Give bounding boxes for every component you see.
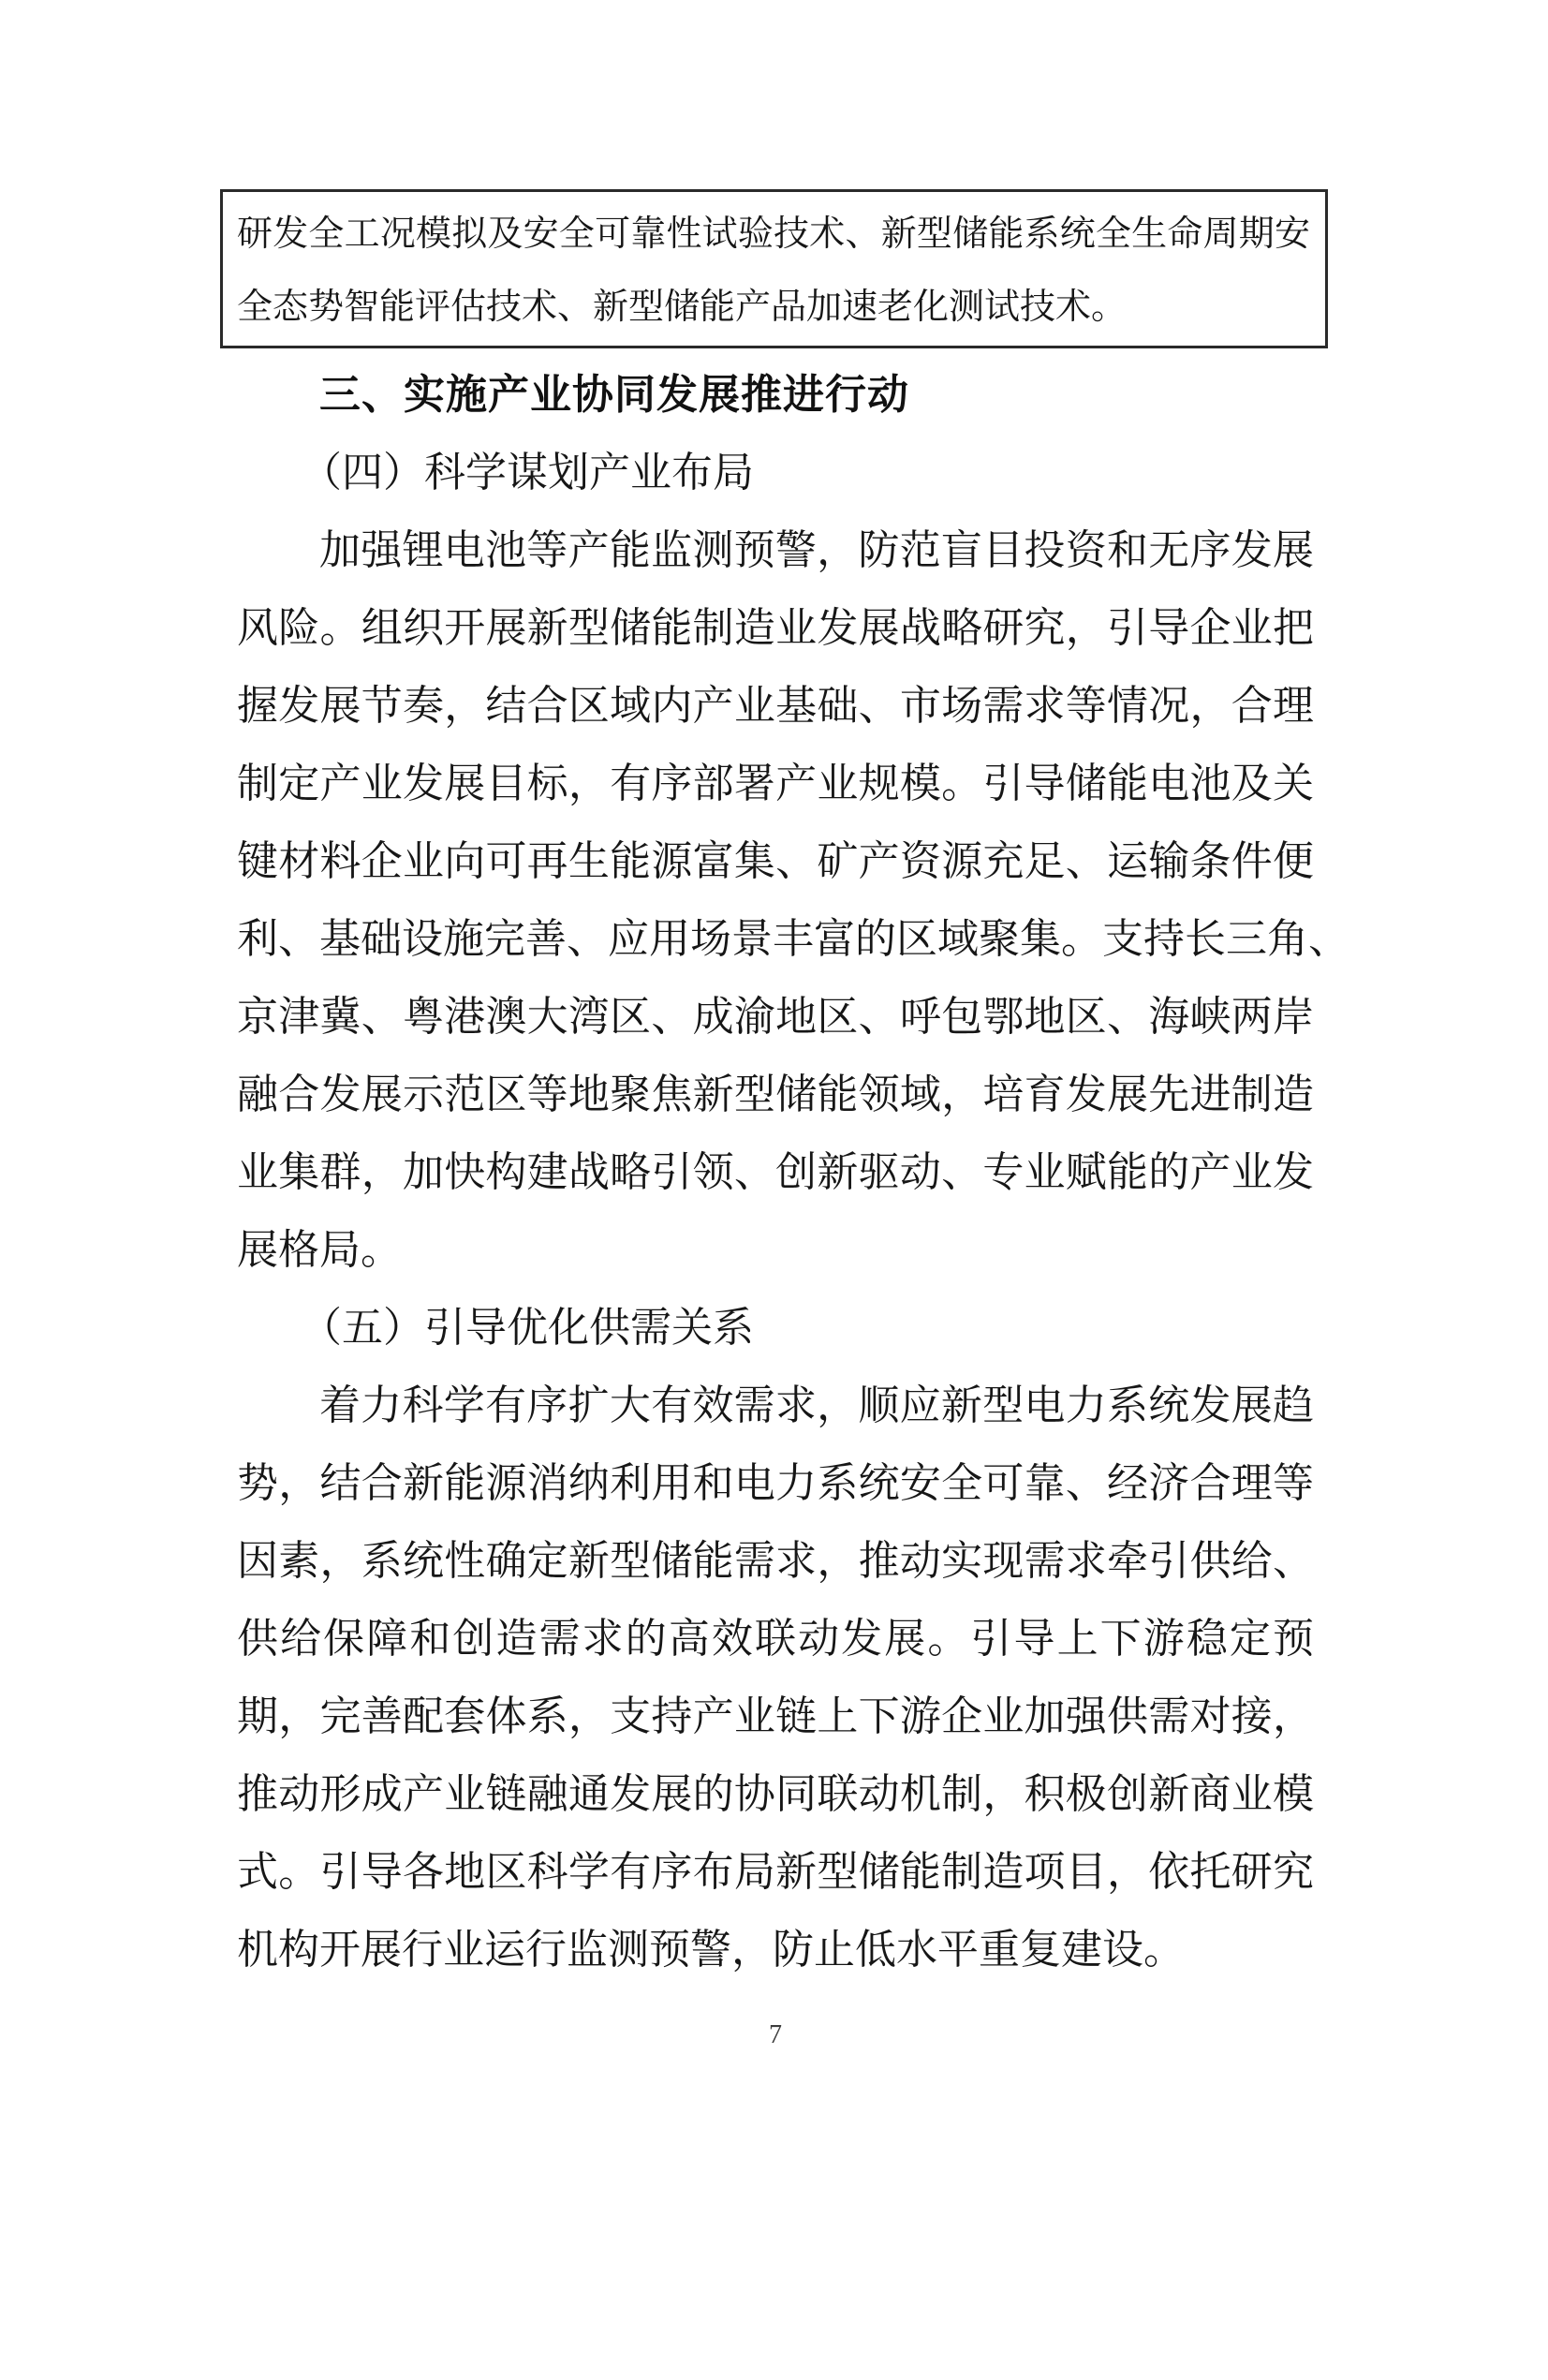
text-line: 业集群，加快构建战略引领、创新驱动、专业赋能的产业发 [237,1149,1314,1195]
paragraph-industry-layout [237,511,1349,1289]
text-line: 展格局。 [237,1227,402,1273]
document-page [0,189,1548,2380]
text-line: 全态势智能评估技术、新型储能产品加速老化测试技术。 [237,288,1128,327]
text-line: 着力科学有序扩大有效需求，顺应新型电力系统发展趋 [319,1382,1314,1428]
text-line: 京津冀、粤港澳大湾区、成渝地区、呼包鄂地区、海峡两岸 [237,994,1314,1040]
text-line: 势，结合新能源消纳利用和电力系统安全可靠、经济合理等 [237,1460,1314,1506]
text-line: 推动形成产业链融通发展的协同联动机制，积极创新商业模 [237,1771,1314,1817]
text-line: 机构开展行业运行监测预警，防止低水平重复建设。 [237,1927,1185,1973]
text-line: 期，完善配套体系，支持产业链上下游企业加强供需对接， [237,1693,1314,1739]
text-line: 融合发展示范区等地聚焦新型储能领域，培育发展先进制造 [237,1072,1314,1117]
section-heading: 三、实施产业协同发展推进行动 [319,372,909,418]
text-line: 握发展节奏，结合区域内产业基础、市场需求等情况，合理 [237,683,1314,729]
technology-notice-box [220,189,1328,348]
text-line: 键材料企业向可再生能源富集、矿产资源充足、运输条件便 [237,838,1314,884]
text-line: 风险。组织开展新型储能制造业发展战略研究，引导企业把 [237,605,1314,651]
text-line: 因素，系统性确定新型储能需求，推动实现需求牵引供给、 [237,1538,1314,1584]
text-line: 式。引导各地区科学有序布局新型储能制造项目，依托研究 [237,1849,1314,1895]
paragraph-supply-demand [237,1367,1314,1988]
page-number: 7 [769,2020,782,2049]
subsection-heading-5: （五）引导优化供需关系 [301,1305,754,1351]
text-line: 供给保障和创造需求的高效联动发展。引导上下游稳定预 [237,1616,1314,1662]
text-line: 研发全工况模拟及安全可靠性试验技术、新型储能系统全生命周期安 [237,214,1310,254]
subsection-heading-4: （四）科学谋划产业布局 [301,450,754,495]
text-line: 制定产业发展目标，有序部署产业规模。引导储能电池及关 [237,761,1314,806]
page-footer [237,2017,1314,2054]
text-line: 利、基础设施完善、应用场景丰富的区域聚集。支持长三角、 [237,916,1349,962]
text-line: 加强锂电池等产能监测预警，防范盲目投资和无序发展 [319,527,1314,573]
